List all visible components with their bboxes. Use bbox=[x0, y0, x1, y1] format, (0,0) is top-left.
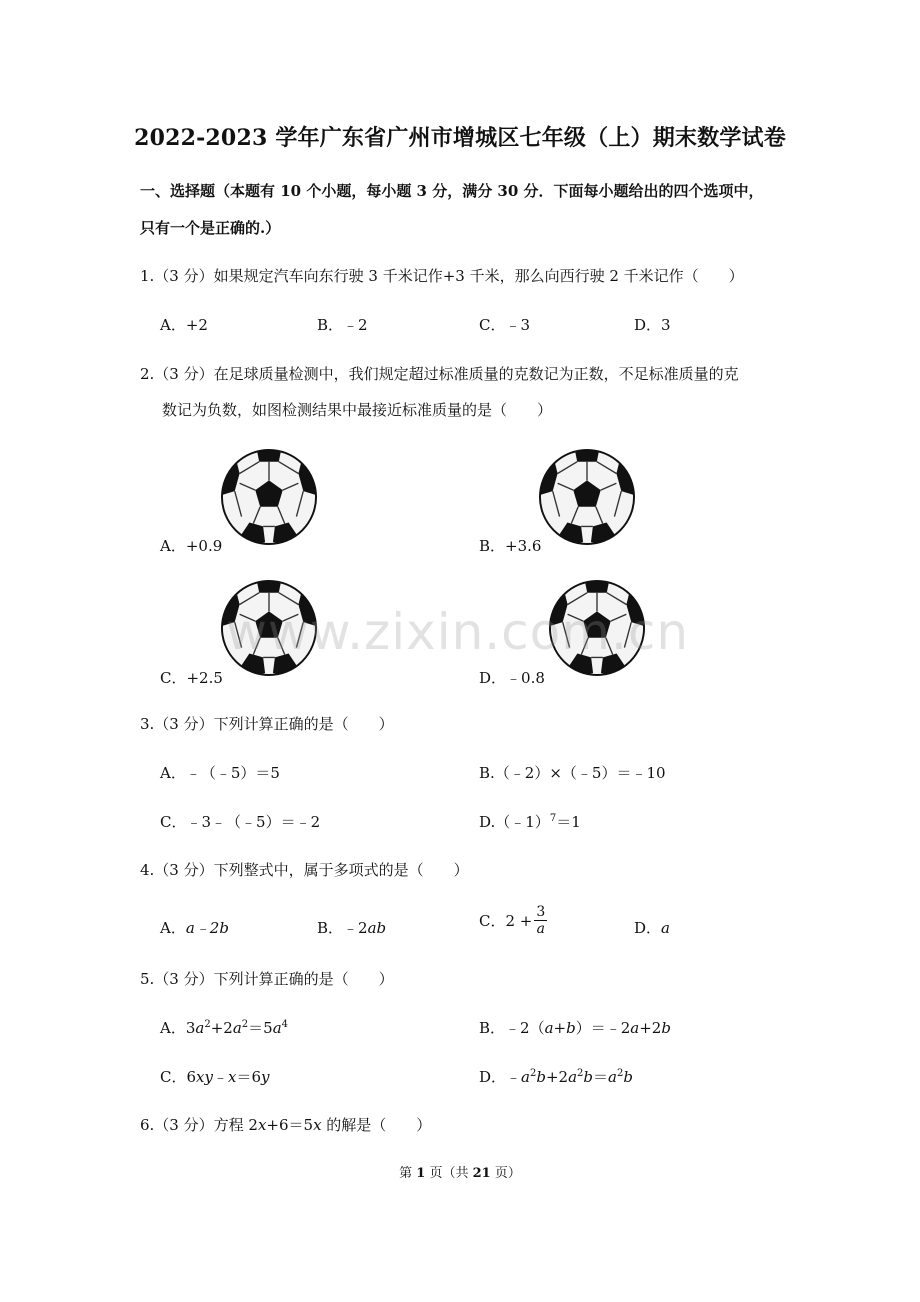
q1-option-c: C．﹣3 bbox=[479, 316, 531, 334]
q5-option-d: D．$﹣a^2b+2a^2b=a^2b$ bbox=[479, 1068, 633, 1086]
q1-option-d: D．3 bbox=[634, 316, 671, 334]
section-heading-line1: 一、选择题（本题有 10 个小题，每小题 3 分，满分 30 分．下面每小题给出的四个选项中， bbox=[140, 182, 764, 200]
q3-option-c: C．﹣3﹣（﹣5）＝﹣2 bbox=[160, 813, 321, 831]
question-3: 3.（3 分）下列计算正确的是（ ） bbox=[140, 715, 394, 733]
q2-option-b: B．+3.6 bbox=[479, 537, 542, 555]
q2-option-a: A．+0.9 bbox=[160, 537, 223, 555]
question-2-line2: 数记为负数，如图检测结果中最接近标准质量的是（ ） bbox=[162, 401, 553, 419]
question-2-line1: 2.（3 分）在足球质量检测中，我们规定超过标准质量的克数记为正数，不足标准质量的克 bbox=[140, 365, 739, 383]
q5-option-b: B．﹣2（a+b）＝﹣2a+2b bbox=[479, 1019, 671, 1037]
q2-option-d: D．﹣0.8 bbox=[479, 669, 545, 687]
fraction: $\frac{3}{a}$ bbox=[536, 904, 546, 937]
q2-option-c: C．+2.5 bbox=[160, 669, 223, 687]
page-title: 2022-2023 学年广东省广州市增城区七年级（上）期末数学试卷 bbox=[134, 125, 786, 151]
soccer-ball-icon bbox=[538, 448, 636, 546]
question-4: 4.（3 分）下列整式中，属于多项式的是（ ） bbox=[140, 861, 469, 879]
q4-option-b: B．﹣2ab bbox=[317, 919, 387, 937]
q5-option-a: A．$3a^2+2a^2=5a^4$ bbox=[160, 1019, 289, 1037]
q5-option-c: C．6xy﹣x＝6y bbox=[160, 1068, 270, 1086]
question-6: 6.（3 分）方程 2x+6＝5x 的解是（ ） bbox=[140, 1116, 432, 1134]
q3-option-d: D.（﹣1）$^7$＝1 bbox=[479, 813, 581, 831]
q1-option-a: A．+2 bbox=[160, 316, 208, 334]
q4-option-d: D．a bbox=[634, 919, 670, 937]
soccer-ball-icon bbox=[220, 448, 318, 546]
watermark: www.zixin.com.cn bbox=[226, 603, 690, 661]
q4-option-a: A．a﹣2b bbox=[160, 919, 229, 937]
q1-option-b: B．﹣2 bbox=[317, 316, 368, 334]
question-1: 1.（3 分）如果规定汽车向东行驶 3 千米记作+3 千米，那么向西行驶 2 千米记作（ ） bbox=[140, 267, 744, 285]
question-5: 5.（3 分）下列计算正确的是（ ） bbox=[140, 970, 394, 988]
page-footer: 第 1 页（共 21 页） bbox=[399, 1166, 521, 1181]
q3-option-b: B.（﹣2）×（﹣5）＝﹣10 bbox=[479, 764, 666, 782]
q3-option-a: A．﹣（﹣5）＝5 bbox=[160, 764, 280, 782]
q4-option-c: C．2 + $\frac{3}{a}$ bbox=[479, 904, 546, 937]
section-heading-line2: 只有一个是正确的.） bbox=[140, 219, 281, 237]
